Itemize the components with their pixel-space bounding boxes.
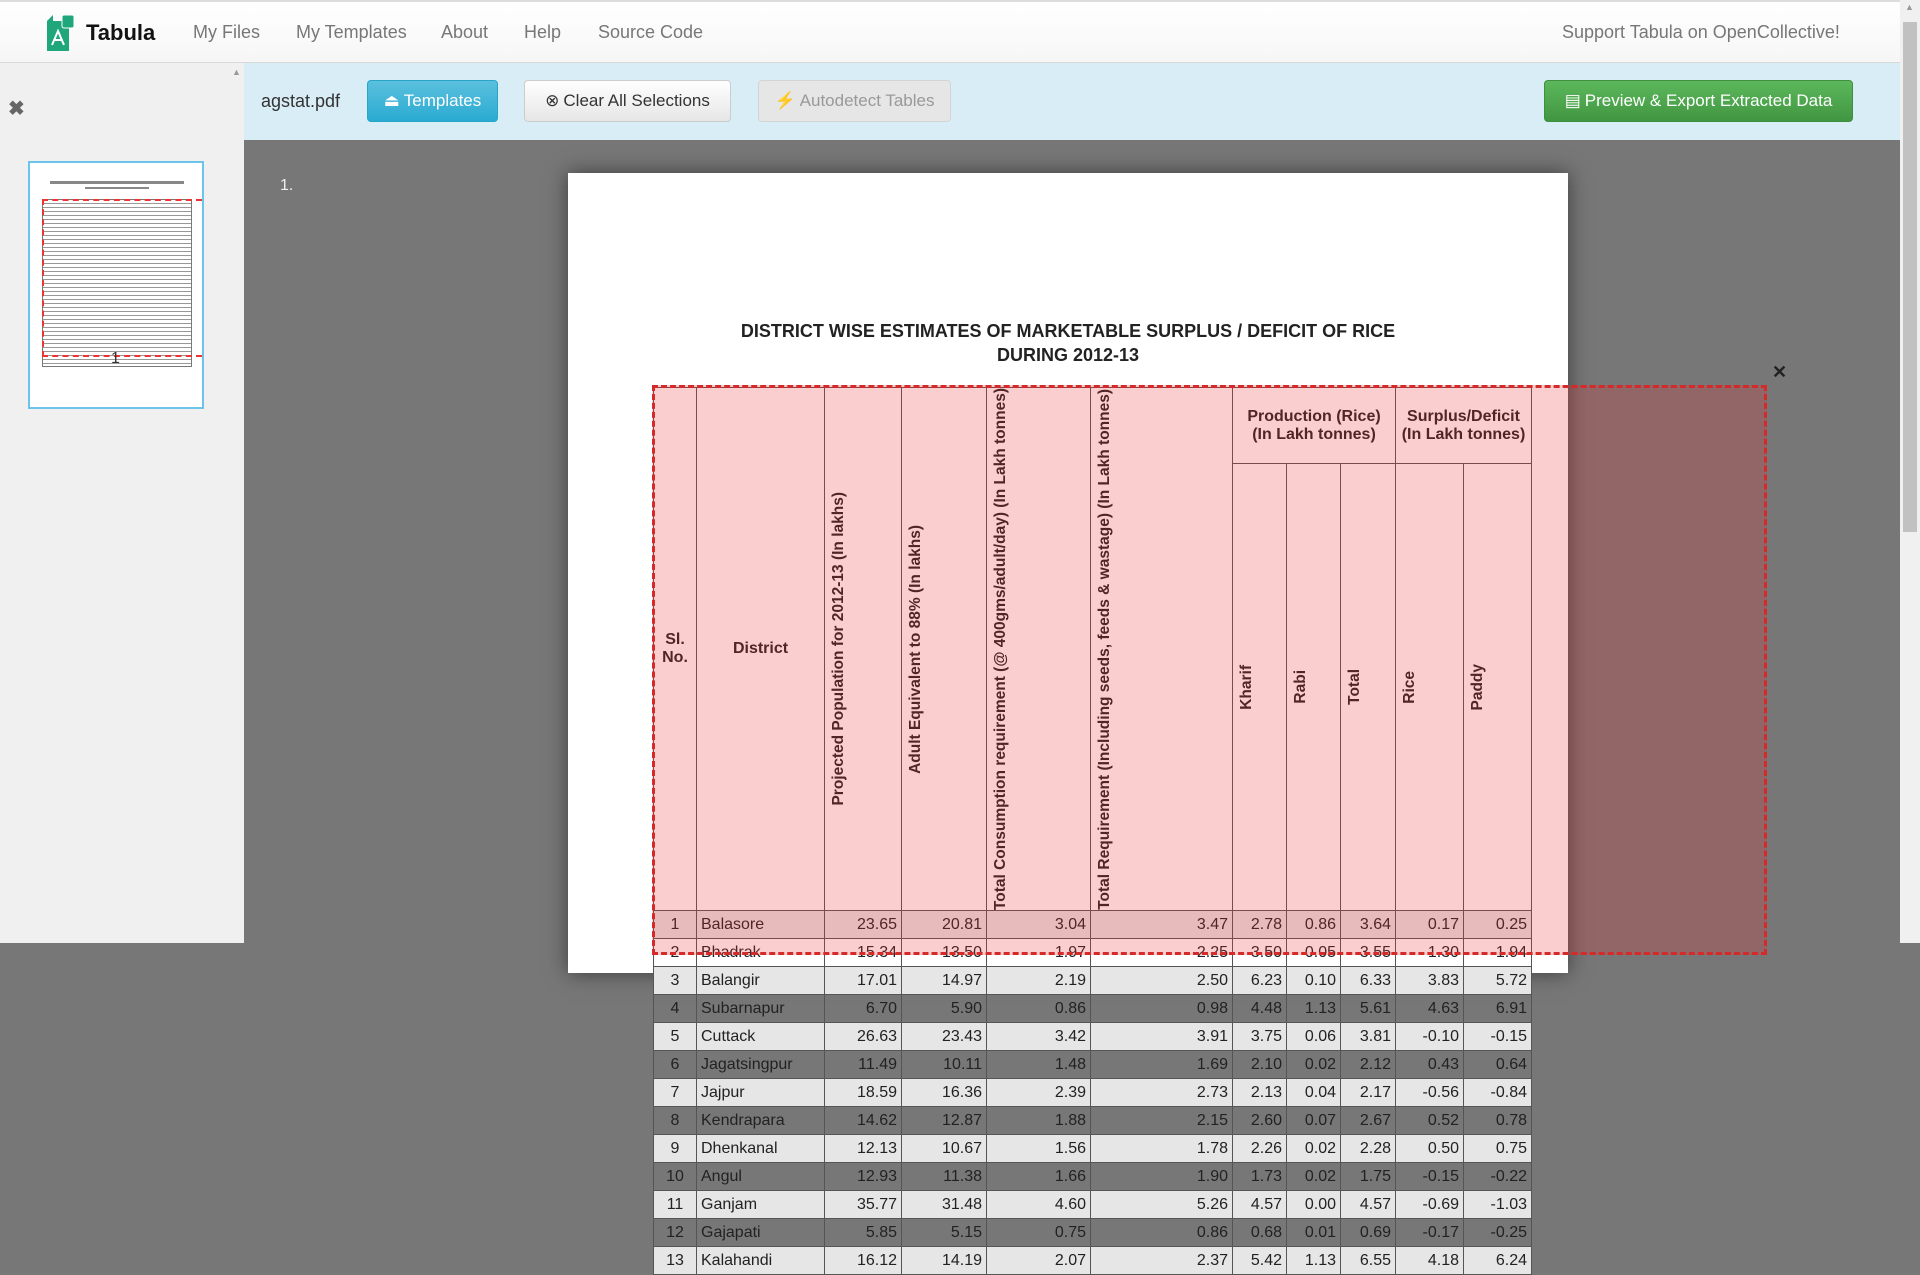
table-cell: 3 [654,967,697,995]
table-cell: 31.48 [902,1191,987,1219]
table-cell: 14.19 [902,1247,987,1275]
table-cell: 5.90 [902,995,987,1023]
table-cell: 6.70 [825,995,902,1023]
table-cell: 1.66 [987,1163,1091,1191]
table-row [654,995,1532,1023]
table-cell: 2.60 [1233,1107,1287,1135]
table-cell: Balasore [697,911,825,939]
table-cell: 8 [654,1107,697,1135]
table-cell: 1.69 [1091,1051,1233,1079]
table-cell: 0.05 [1287,939,1341,967]
table-cell: 2 [654,939,697,967]
navbar [0,0,1900,63]
table-cell: 13.50 [902,939,987,967]
table-row [654,1163,1532,1191]
preview-export-button[interactable]: ▤ Preview & Export Extracted Data [1544,80,1853,122]
table-cell: 10 [654,1163,697,1191]
table-title-line2: DURING 2012-13 [996,345,1140,365]
table-cell: 6.91 [1464,995,1532,1023]
table-cell: 2.12 [1341,1051,1396,1079]
nav-support[interactable]: Support Tabula on OpenCollective! [1562,22,1840,42]
nav-source-code[interactable]: Source Code [598,22,704,42]
table-cell: 23.43 [902,1023,987,1051]
table-cell: 1.30 [1396,939,1464,967]
table-cell: 1.13 [1287,995,1341,1023]
table-cell: Angul [697,1163,825,1191]
table-cell: 2.10 [1233,1051,1287,1079]
table-cell: 26.63 [825,1023,902,1051]
table-cell: 0.64 [1464,1051,1532,1079]
table-cell: 3.42 [987,1023,1091,1051]
flash-icon: ⚡ [774,91,796,110]
table-cell: Jagatsingpur [697,1051,825,1079]
table-cell: 0.78 [1464,1107,1532,1135]
scroll-up-icon[interactable]: ▲ [232,67,241,77]
table-cell: -0.56 [1396,1079,1464,1107]
table-cell: 35.77 [825,1191,902,1219]
table-cell: 18.59 [825,1079,902,1107]
table-cell: 2.39 [987,1079,1091,1107]
table-cell: 12.13 [825,1135,902,1163]
table-cell: -0.84 [1464,1079,1532,1107]
table-cell: 2.37 [1091,1247,1233,1275]
table-cell: 12 [654,1219,697,1247]
table-cell: -0.69 [1396,1191,1464,1219]
table-cell: 0.02 [1287,1135,1341,1163]
table-cell: 1 [654,911,697,939]
table-cell: 2.73 [1091,1079,1233,1107]
page-thumbnails-sidebar [0,63,244,943]
table-cell: 0.25 [1464,911,1532,939]
table-cell: 5 [654,1023,697,1051]
table-cell: 14.97 [902,967,987,995]
table-cell: 1.94 [1464,939,1532,967]
table-cell: 0.69 [1341,1219,1396,1247]
table-cell: 0.02 [1287,1163,1341,1191]
table-cell: -1.03 [1464,1191,1532,1219]
table-row [654,1219,1532,1247]
table-cell: 0.75 [987,1219,1091,1247]
table-row [654,1107,1532,1135]
page-number: 1. [280,177,294,194]
table-cell: 11.49 [825,1051,902,1079]
table-cell: 4 [654,995,697,1023]
table-selection[interactable] [652,385,1767,955]
table-cell: 2.25 [1091,939,1233,967]
table-cell: 4.60 [987,1191,1091,1219]
table-cell: 5.85 [825,1219,902,1247]
table-cell: 0.68 [1233,1219,1287,1247]
table-cell: 4.57 [1341,1191,1396,1219]
tabula-logo-icon[interactable] [47,15,74,51]
table-cell: 3.04 [987,911,1091,939]
table-cell: -0.25 [1464,1219,1532,1247]
table-cell: 2.15 [1091,1107,1233,1135]
table-cell: 13 [654,1247,697,1275]
table-cell: 3.64 [1341,911,1396,939]
templates-icon: ⏏ [383,91,400,110]
nav-my-templates[interactable]: My Templates [296,22,407,42]
table-cell: 2.26 [1233,1135,1287,1163]
header-paddy: Paddy [1469,663,1486,711]
table-cell: 4.57 [1233,1191,1287,1219]
table-cell: -0.17 [1396,1219,1464,1247]
table-cell: 1.56 [987,1135,1091,1163]
header-requirement: Total Requirement (Including seeds, feeds & wastage) (In Lakh tonnes) [1096,388,1113,910]
table-cell: 1.73 [1233,1163,1287,1191]
table-cell: 0.98 [1091,995,1233,1023]
table-cell: -0.15 [1464,1023,1532,1051]
table-title-line1: DISTRICT WISE ESTIMATES OF MARKETABLE SURPLUS / DEFICIT OF RICE [740,321,1396,341]
table-cell: 0.07 [1287,1107,1341,1135]
header-district: District [697,388,825,911]
table-cell: -0.10 [1396,1023,1464,1051]
table-row [654,1051,1532,1079]
table-cell: 3.81 [1341,1023,1396,1051]
header-consumption: Total Consumption requirement (@ 400gms/adult/day) (In Lakh tonnes) [992,388,1009,911]
table-cell: 0.04 [1287,1079,1341,1107]
table-cell: 2.28 [1341,1135,1396,1163]
list-icon: ▤ [1564,91,1581,110]
table-cell: 3.75 [1233,1023,1287,1051]
table-cell: 6.24 [1464,1247,1532,1275]
header-rabi: Rabi [1292,670,1309,704]
scrollbar-thumb[interactable] [1903,22,1917,532]
table-cell: Ganjam [697,1191,825,1219]
table-cell: 0.01 [1287,1219,1341,1247]
table-cell: 15.34 [825,939,902,967]
table-cell: 0.17 [1396,911,1464,939]
table-cell: 0.43 [1396,1051,1464,1079]
table-row [654,1191,1532,1219]
header-surplus: Surplus/Deficit (In Lakh tonnes) [1396,388,1532,464]
nav-help[interactable]: Help [524,22,562,42]
table-cell: 2.67 [1341,1107,1396,1135]
table-cell: 23.65 [825,911,902,939]
table-row [654,1247,1532,1275]
table-cell: 2.13 [1233,1079,1287,1107]
table-cell: 0.50 [1396,1135,1464,1163]
table-row [654,967,1532,995]
table-cell: 3.47 [1091,911,1233,939]
table-cell: Jajpur [697,1079,825,1107]
table-cell: 2.19 [987,967,1091,995]
header-production: Production (Rice) (In Lakh tonnes) [1233,388,1396,464]
table-cell: 3.50 [1233,939,1287,967]
table-cell: 1.90 [1091,1163,1233,1191]
header-sl: Sl. No. [654,388,697,911]
table-cell: Dhenkanal [697,1135,825,1163]
table-cell: 5.26 [1091,1191,1233,1219]
table-cell: 12.87 [902,1107,987,1135]
toolbar [244,63,1900,140]
table-cell: -0.22 [1464,1163,1532,1191]
table-cell: 5.42 [1233,1247,1287,1275]
table-cell: 1.97 [987,939,1091,967]
nav-about[interactable]: About [441,22,489,42]
table-cell: Kalahandi [697,1247,825,1275]
close-icon[interactable]: ✖ [8,98,25,120]
table-cell: 5.72 [1464,967,1532,995]
table-cell: Cuttack [697,1023,825,1051]
table-cell: 0.02 [1287,1051,1341,1079]
table-cell: 0.10 [1287,967,1341,995]
filename: agstat.pdf [261,91,341,111]
table-cell: 12.93 [825,1163,902,1191]
table-cell: 2.17 [1341,1079,1396,1107]
header-rice: Rice [1401,670,1418,704]
templates-button[interactable]: ⏏ Templates [367,80,498,122]
header-projected: Projected Population for 2012-13 (In lakhs) [830,492,847,806]
table-cell: 1.75 [1341,1163,1396,1191]
table-row [654,1023,1532,1051]
remove-circle-icon: ⊗ [545,91,560,110]
table-cell: 1.88 [987,1107,1091,1135]
table-cell: 1.48 [987,1051,1091,1079]
table-cell: 9 [654,1135,697,1163]
table-cell: 4.48 [1233,995,1287,1023]
table-cell: Bhadrak [697,939,825,967]
table-cell: -0.15 [1396,1163,1464,1191]
table-cell: 10.67 [902,1135,987,1163]
table-cell: 4.63 [1396,995,1464,1023]
table-cell: 6.33 [1341,967,1396,995]
table-cell: 1.78 [1091,1135,1233,1163]
table-cell: 20.81 [902,911,987,939]
autodetect-tables-button[interactable]: ⚡ Autodetect Tables [758,80,951,122]
table-cell: 16.12 [825,1247,902,1275]
page-thumbnail[interactable] [28,161,204,409]
table-cell: 4.18 [1396,1247,1464,1275]
scroll-up-icon[interactable]: ▲ [1905,2,1914,12]
table-cell: 2.78 [1233,911,1287,939]
table-cell: 0.86 [1091,1219,1233,1247]
table-cell: Gajapati [697,1219,825,1247]
table-cell: 16.36 [902,1079,987,1107]
table-cell: 1.13 [1287,1247,1341,1275]
header-adult: Adult Equivalent to 88% (In lakhs) [907,524,924,774]
table-cell: 5.61 [1341,995,1396,1023]
table-cell: 6.23 [1233,967,1287,995]
table-cell: 2.07 [987,1247,1091,1275]
table-row [654,1079,1532,1107]
header-kharif: Kharif [1238,664,1255,710]
table-cell: Kendrapara [697,1107,825,1135]
table-cell: 11.38 [902,1163,987,1191]
table-cell: 0.86 [987,995,1091,1023]
table-cell: Balangir [697,967,825,995]
table-cell: 14.62 [825,1107,902,1135]
table-cell: 3.83 [1396,967,1464,995]
sidebar-scrollbar[interactable] [230,63,244,943]
table-cell: 0.06 [1287,1023,1341,1051]
table-cell: 6.55 [1341,1247,1396,1275]
remove-selection-icon[interactable]: ✕ [1772,362,1788,382]
table-cell: 0.52 [1396,1107,1464,1135]
brand[interactable]: Tabula [86,20,156,45]
header-total: Total [1346,669,1363,705]
table-cell: 2.50 [1091,967,1233,995]
page-scrollbar[interactable] [1900,0,1920,943]
thumbnail-label: 1 [111,350,120,367]
table-cell: Subarnapur [697,995,825,1023]
table-cell: 3.91 [1091,1023,1233,1051]
table-cell: 11 [654,1191,697,1219]
table-cell: 0.86 [1287,911,1341,939]
table-cell: 0.75 [1464,1135,1532,1163]
table-cell: 10.11 [902,1051,987,1079]
table-cell: 6 [654,1051,697,1079]
table-cell: 17.01 [825,967,902,995]
clear-all-selections-button[interactable]: ⊗ Clear All Selections [524,80,731,122]
table-cell: 5.15 [902,1219,987,1247]
table-cell: 7 [654,1079,697,1107]
table-cell: 0.00 [1287,1191,1341,1219]
table-cell: 3.55 [1341,939,1396,967]
table-row [654,1135,1532,1163]
nav-my-files[interactable]: My Files [193,22,260,42]
